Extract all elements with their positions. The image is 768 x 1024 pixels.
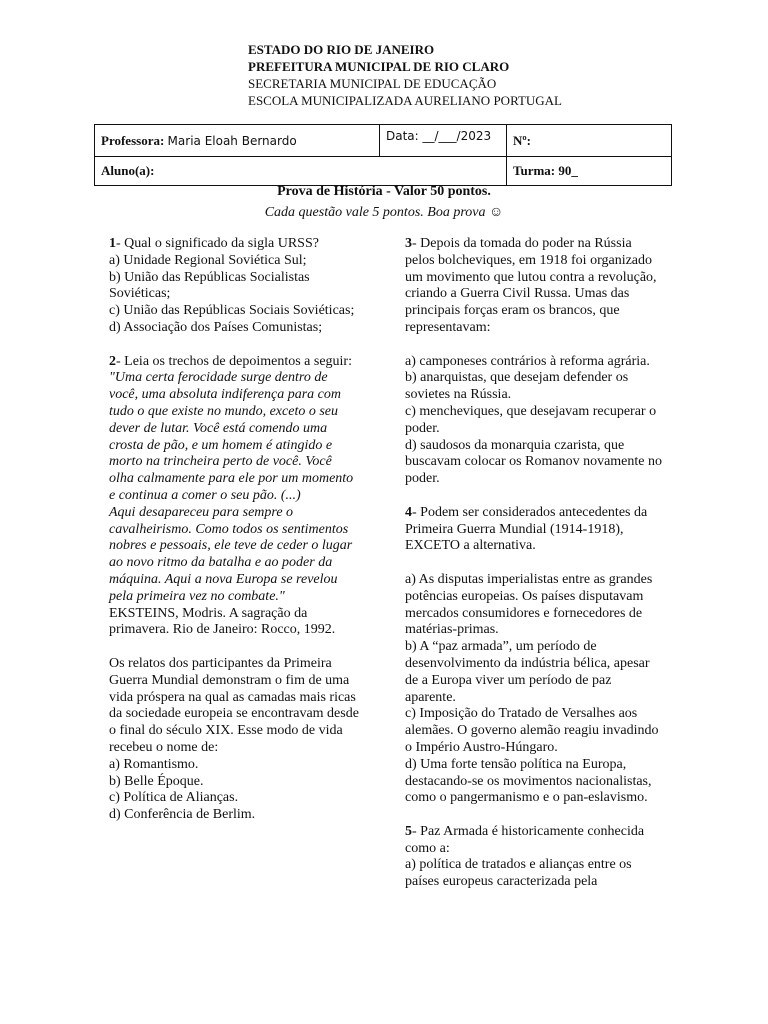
q2-source: EKSTEINS, Modris. A sagração da primavera. Rio de Janeiro: Rocco, 1992. (109, 605, 336, 638)
question-4 (405, 505, 663, 555)
q4-option-b: b) A “paz armada”, um período de desenvolvimento da indústria bélica, apesar de a Europa viver um período de paz aparente. (405, 639, 650, 705)
question-2-text: - Leia os trechos de depoimentos a seguir: (116, 353, 352, 369)
date-cell[interactable] (380, 125, 507, 157)
class-field[interactable]: Turma: 90_ (507, 157, 672, 186)
q1-option-a: a) Unidade Regional Soviética Sul; (109, 252, 307, 268)
left-column (109, 236, 359, 841)
question-4-options (405, 572, 663, 807)
header-state: ESTADO DO RIO DE JANEIRO (248, 42, 435, 57)
header-school: ESCOLA MUNICIPALIZADA AURELIANO PORTUGAL (248, 93, 562, 108)
school-header (248, 41, 562, 109)
question-5 (405, 824, 663, 891)
question-3-options (405, 354, 663, 488)
q3-option-b: b) anarquistas, que desejam defender os sovietes na Rússia. (405, 370, 629, 403)
q2-option-b: b) Belle Époque. (109, 773, 204, 789)
q4-option-c: c) Imposição do Tratado de Versalhes aos alemães. O governo alemão reagiu invadindo o Império Austro-Húngaro. (405, 706, 659, 755)
q3-option-a: a) camponeses contrários à reforma agrária. (405, 353, 650, 369)
q1-option-c: c) União das Repúblicas Sociais Soviéticas; (109, 303, 355, 319)
header-prefecture: PREFEITURA MUNICIPAL DE RIO CLARO (248, 59, 510, 74)
number-field[interactable]: Nº: (507, 125, 672, 157)
teacher-cell (95, 125, 380, 157)
q2-option-a: a) Romantismo. (109, 756, 199, 772)
q1-option-d: d) Associação dos Países Comunistas; (109, 319, 323, 335)
teacher-label: Professora: (101, 132, 165, 148)
student-info-table (94, 124, 672, 186)
q5-option-a: a) política de tratados e alianças entre os países europeus caracterizada pela (405, 857, 632, 890)
question-2-statement (109, 656, 359, 824)
q4-option-a: a) As disputas imperialistas entre as grandes potências europeias. Os países disputavam mercados consumidores e fornecedores de matérias-primas. (405, 571, 653, 638)
exam-title: Prova de História - Valor 50 pontos. (277, 184, 491, 199)
q2-quote-part2: Aqui desapareceu para sempre o cavalheirismo. Como todos os sentimentos nobres e pessoais, ele teve de ceder o lugar ao novo ritmo da batalha e ao poder da máquina. Aqui a nova Europa se revelou pela primeira vez no combate." (109, 504, 353, 604)
q2-option-d: d) Conferência de Berlim. (109, 807, 256, 823)
question-5-text: - Paz Armada é historicamente conhecida como a: (405, 823, 645, 856)
question-3-text: - Depois da tomada do poder na Rússia pelos bolcheviques, em 1918 foi organizado um movimento que lutou contra a revolução, criando a Guerra Civil Russa. Umas das principais forças eram os brancos, que representavam: (405, 236, 657, 335)
question-4-text: - Podem ser considerados antecedentes da Primeira Guerra Mundial (1914-1918), EXCETO a alternativa. (405, 504, 648, 554)
exam-subtitle: Cada questão vale 5 pontos. Boa prova ☺ (264, 205, 504, 220)
student-name-field[interactable]: Aluno(a): (95, 157, 507, 186)
q4-option-d: d) Uma forte tensão política na Europa, destacando-se os movimentos nacionalistas, como o pangermanismo e o pan-eslavismo. (405, 756, 652, 806)
right-column (405, 236, 663, 908)
question-2 (109, 354, 359, 640)
header-secretariat: SECRETARIA MUNICIPAL DE EDUCAÇÃO (248, 76, 497, 91)
q2-quote-part1: "Uma certa ferocidade surge dentro de você, uma absoluta indiferença para com tudo o que existe no mundo, exceto o seu dever de lutar. Você está comendo uma crosta de pão, e um homem é atingido e morto na trincheira perto de você. Você olha calmamente para ele por um momento e continua a comer o seu pão. (...) (109, 370, 354, 503)
question-2-number: 2 (109, 353, 116, 369)
q2-statement-text: Os relatos dos participantes da Primeira Guerra Mundial demonstram o fim de uma vida próspera na qual as camadas mais ricas da sociedade europeia se encontravam desde o final do século XIX. Esse modo de vida recebeu o nome de: (109, 655, 359, 755)
question-3 (405, 236, 663, 337)
date-field: Data: __/___/2023 (386, 129, 492, 143)
question-1-number: 1 (109, 236, 116, 251)
q1-option-b: b) União das Repúblicas Socialistas Soviéticas; (109, 269, 310, 302)
q3-option-d: d) saudosos da monarquia czarista, que buscavam colocar os Romanov novamente no poder. (405, 437, 662, 487)
question-1-text: - Qual o significado da sigla URSS? (116, 236, 319, 251)
q3-option-c: c) mencheviques, que desejavam recuperar o poder. (405, 403, 657, 436)
question-5-number: 5 (405, 823, 412, 839)
question-3-number: 3 (405, 236, 412, 251)
teacher-name: Maria Eloah Bernardo (167, 133, 297, 148)
question-4-number: 4 (405, 504, 412, 520)
q2-option-c: c) Política de Alianças. (109, 790, 239, 806)
question-1 (109, 236, 359, 337)
